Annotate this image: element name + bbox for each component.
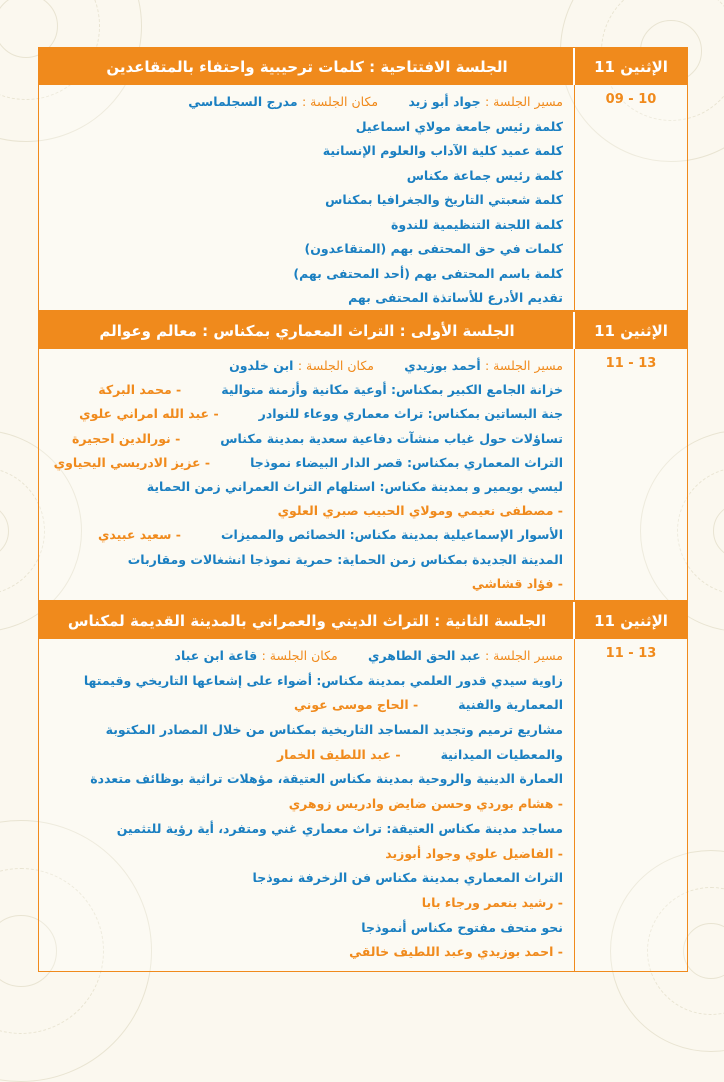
session-header [39,602,687,639]
talk-row [47,451,563,475]
talk-row [47,402,563,426]
session-time: 11 - 13 [605,356,657,371]
program-line: كلمة باسم المحتفى بهم (أحد المحتفى بهم) [293,265,563,281]
talk-author: - عبد اللطيف الخمار [276,746,401,762]
session-content [47,644,563,965]
session-day: الإثنين 11 [573,312,687,349]
talk-row [47,499,563,523]
moderator-label: مسير الجلسة : [484,358,563,373]
talk-title: المدينة الجديدة بمكناس زمن الحماية: حمرية نموذجا انشغالات ومقاربات [127,551,563,567]
talk-title: ليسي بويمير و بمدينة مكناس: استلهام التراث العمراني زمن الحماية [146,478,563,494]
session-first [38,311,688,601]
talk-title: التراث المعماري بمكناس: قصر الدار البيضاء نموذجا [250,454,563,470]
moderator-label: مسير الجلسة : [484,94,563,109]
talk-title: تساؤلات حول غياب منشآت دفاعية سعدية بمدينة مكناس [220,430,563,446]
venue-label: مكان الجلسة : [261,648,338,663]
session-day: الإثنين 11 [573,602,687,639]
talk-row [47,940,563,965]
talk-title: نحو متحف مفتوح مكناس أنموذجا [361,919,563,935]
talk-row [47,475,563,499]
talk-title: التراث المعماري بمدينة مكناس فن الزخرفة نموذجا [252,870,563,886]
talk-title: مشاريع ترميم وتجديد المساجد التاريخية بمكناس من خلال المصادر المكتوبة [105,722,563,738]
session-meta [47,644,563,669]
talk-title: زاوية سيدي قدور العلمي بمدينة مكناس: أضواء على إشعاعها التاريخي وقيمتها [83,672,563,688]
moderator-name: جواد أبو زيد [408,94,481,109]
talk-row [47,842,563,867]
talk-row [47,817,563,842]
program-line: كلمة عميد كلية الآداب والعلوم الإنسانية [322,143,563,158]
talk-author: - عزيز الادريسي اليحياوي [53,454,211,470]
talk-author: - عبد الله امراني علوي [79,406,219,422]
talk-author: - هشام بوردي وحسن ضايض وادريس زوهري [288,796,563,812]
talk-title: العمارة الدينية والروحية بمدينة مكناس العتيقة، مؤهلات تراثية بوظائف متعددة [90,771,563,787]
session-time: 09 - 10 [605,92,657,107]
program-line: تقديم الأدرع للأساتذة المحتفى بهم [348,290,563,305]
talk-row [47,792,563,817]
venue-name: قاعة ابن عباد [174,648,258,663]
session-header [39,312,687,349]
talk-author: - فؤاد قشاشي [471,575,563,591]
venue-name: ابن خلدون [229,358,294,373]
session-day: الإثنين 11 [573,48,687,85]
talk-row [47,378,563,402]
venue-label: مكان الجلسة : [301,94,379,109]
moderator-name: أحمد بوزيدي [404,358,481,373]
session-meta [47,354,563,378]
program-line: كلمة رئيس جامعة مولاي اسماعيل [355,118,563,134]
session-second [38,601,688,972]
talk-row [47,767,563,792]
talk-row [47,891,563,916]
talk-author: - محمد البركة [98,382,182,398]
talk-author: - رشيد بنعمر ورجاء بابا [421,894,563,910]
talk-row [47,693,563,718]
talk-author: - مصطفى نعيمي ومولاي الحبيب صبري العلوي [277,503,563,519]
talk-row [47,866,563,891]
talk-title: مساجد مدينة مكناس العتيقة: تراث معماري غني ومتفرد، أية رؤية للتثمين [116,820,563,836]
session-title: الجلسة الأولى : التراث المعماري بمكناس : معالم وعوالم [99,321,515,340]
talk-author: - احمد بوزيدي وعبد اللطيف خالقي [349,944,563,960]
moderator-name: عبد الحق الطاهري [368,648,481,663]
talk-title: خزانة الجامع الكبير بمكناس: أوعية مكانية وأزمنة متوالية [221,382,563,398]
talk-title: المعمارية والفنية [458,697,563,713]
talk-author: - الحاج موسى عوني [293,697,419,713]
talk-author: - نورالدين احجيرة [71,430,181,446]
session-title: الجلسة الافتتاحية : كلمات ترحيبية واحتفاء بالمتقاعدين [106,57,508,76]
venue-name: مدرج السجلماسي [188,94,298,109]
program-line: كلمات في حق المحتفى بهم (المتقاعدون) [304,241,563,256]
session-content [47,354,563,596]
talk-row [47,572,563,596]
session-opening [38,47,688,311]
program-line: كلمة رئيس جماعة مكناس [406,167,563,183]
session-time: 11 - 13 [605,646,657,661]
talk-title: جنة البساتين بمكناس: تراث معماري ووعاء للنوادر [258,406,563,422]
talk-row [47,718,563,743]
talk-row [47,743,563,768]
talk-author: - الفاضيل علوي وجواد أبوزيد [385,845,563,861]
talk-title: الأسوار الإسماعيلية بمدينة مكناس: الخصائص والمميزات [220,527,563,543]
talk-row [47,548,563,572]
talk-author: - سعيد عبيدي [97,527,181,543]
talk-row [47,916,563,941]
talk-row [47,427,563,451]
program-line: كلمة شعبتي التاريخ والجغرافيا بمكناس [325,192,563,207]
talk-row [47,523,563,547]
session-content [47,90,563,311]
talk-title: والمعطيات الميدانية [440,746,563,762]
talk-row [47,669,563,694]
venue-label: مكان الجلسة : [297,358,374,373]
session-header [39,48,687,85]
moderator-label: مسير الجلسة : [484,648,563,663]
program-line: كلمة اللجنة التنظيمية للندوة [391,216,563,232]
session-meta [47,90,563,115]
session-title: الجلسة الثانية : التراث الديني والعمراني بالمدينة القديمة لمكناس [67,611,547,630]
